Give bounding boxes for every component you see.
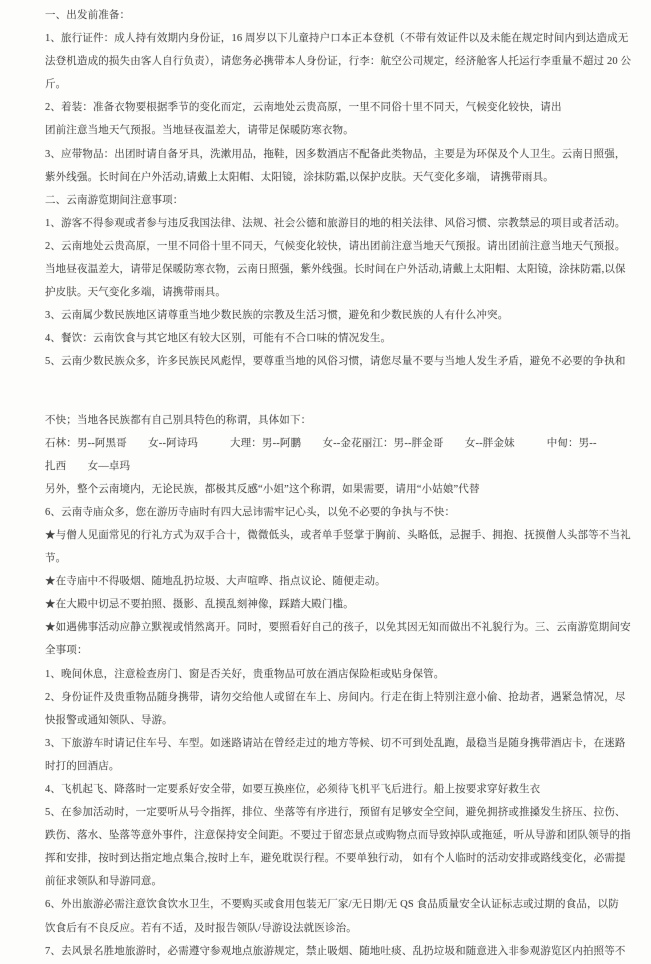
text-line: 二、云南游览期间注意事项： — [45, 194, 184, 206]
left-edge-artifact — [0, 0, 5, 964]
text-line: 护皮肤。天气变化多端，请携带雨具。 — [45, 287, 227, 299]
blank-line — [45, 374, 637, 409]
text-line: 时打的回酒店。 — [45, 760, 120, 772]
text-line: 一、出发前准备： — [45, 10, 131, 21]
text-line: 7、去风景名胜地旅游时，必需遵守参观地点旅游规定，禁止吸烟、随地吐痰、乱扔垃圾和随意进入非参观游览区内拍照等不 — [45, 945, 626, 957]
text-line: ★在寺庙中不得吸烟、随地乱扔垃圾、大声喧哗、指点议论、随便走动。 — [45, 576, 386, 588]
text-line: 5、在参加活动时，一定要听从号令指挥，排位、坐落等有序进行，预留有足够安全空间，避免拥挤或推搡发生挤压、拉伤、 — [45, 807, 626, 819]
text-line: 饮食后有不良反应。若有不适，及时报告领队/导游设法就医诊治。 — [45, 922, 357, 934]
text-line: 5、云南少数民族众多，许多民族民风彪悍，要尊重当地的风俗习惯，请您尽量不要与当地人发生矛盾，避免不必要的争执和 — [45, 356, 626, 368]
text-line: 挥和安排，按时到达指定地点集合,按时上车，避免耽误行程。不要单独行动， 如有个人临时的活动安排或路线变化，必需提 — [45, 853, 626, 865]
text-line: 1、游客不得参观或者参与违反我国法律、法规、社会公德和旅游目的地的相关法律、风俗习惯、宗教禁忌的项目或者活动。 — [45, 217, 626, 229]
text-line: 团前注意当地天气预报。当地昼夜温差大，请带足保暖防寒衣物。 — [45, 125, 354, 137]
text-line: 当地昼夜温差大，请带足保暖防寒衣物，云南日照强，紫外线强。长时间在户外活动,请戴上太阳帽、太阳镜，涂抹防霜,以保 — [45, 264, 626, 276]
text-line: 不快；当地各民族都有自己别具特色的称谓，具体如下： — [45, 414, 312, 426]
text-line: 另外，整个云南境内，无论民族，都极其反感“小姐”这个称谓，如果需要，请用“小姑娘”代替 — [45, 483, 480, 495]
document-text — [45, 4, 637, 960]
text-line: 3、云南属少数民族地区请尊重当地少数民族的宗教及生活习惯，避免和少数民族的人有什么冲突。 — [45, 310, 509, 322]
text-line: ★在大殿中切忌不要拍照、摄影、乱摸乱刻神像，踩踏大殿门槛。 — [45, 599, 354, 611]
text-line: 法登机造成的损失由客人自行负责），请您务必携带本人身份证，行李：航空公司规定，经济舱客人托运行李重量不超过 20 公 — [45, 56, 632, 68]
text-line: 跌伤、落水、坠落等意外事件，注意保持安全间距。不要过于留恋景点或购物点而导致掉队或拖延，听从导游和团队领导的指 — [45, 830, 631, 842]
text-line: 2、身份证件及贵重物品随身携带，请勿交给他人或留在车上、房间内。行走在街上特别注意小偷、抢劫者，遇紧急情况，尽 — [45, 691, 626, 703]
text-line: 前征求领队和导游同意。 — [45, 876, 163, 888]
text-line: 斤。 — [45, 79, 67, 91]
text-line: ★与僧人见面常见的行礼方式为双手合十，微微低头，或者单手竖掌于胸前、头略低，忌握手、拥抱、抚摸僧人头部等不当礼 — [45, 529, 631, 541]
text-line: 3、应带物品：出团时请自备牙具，洗漱用品，拖鞋，因多数酒店不配备此类物品，主要是为环保及个人卫生。云南日照强， — [45, 148, 626, 160]
text-line: 6、外出旅游必需注意饮食饮水卫生，不要购买或食用包装无厂家/无日期/无 QS 食品质量安全认证标志或过期的食品，以防 — [45, 899, 619, 911]
text-line: 扎西 女—卓玛 — [45, 460, 131, 472]
text-line: 3、下旅游车时请记住车号、车型。如迷路请站在曾经走过的地方等候、切不可到处乱跑，最稳当是随身携带酒店卡，在迷路 — [45, 737, 626, 749]
text-line: 节。 — [45, 553, 67, 565]
text-line: 石林：男--阿黑哥 女--阿诗玛 大理：男--阿鹏 女--金花丽江：男--胖金哥 女--胖金妹 中甸：男-- — [45, 437, 597, 449]
text-line: 1、晚间休息，注意检查房门、窗是否关好，贵重物品可放在酒店保险柜或贴身保管。 — [45, 668, 445, 680]
text-line: 全事项： — [45, 645, 88, 657]
text-line: 1、旅行证件：成人持有效期内身份证，16 周岁以下儿童持户口本正本登机（不带有效证件以及未能在规定时间内到达造成无 — [45, 33, 629, 45]
text-line: 快报警或通知领队、导游。 — [45, 714, 173, 726]
text-line: 2、云南地处云贵高原，一里不同俗十里不同天，气候变化较快，请出团前注意当地天气预报。请出团前注意当地天气预报。 — [45, 240, 626, 252]
text-line: 6、云南寺庙众多，您在游历寺庙时有四大忌讳需牢记心头，以免不必要的争执与不快： — [45, 506, 456, 518]
text-line: 4、餐饮：云南饮食与其它地区有较大区别，可能有不合口味的情况发生。 — [45, 333, 392, 345]
text-line: ★如遇佛事活动应静立默视或悄然离开。同时，要照看好自己的孩子，以免其因无知而做出不礼貌行为。三、云南游览期间安 — [45, 622, 631, 634]
text-line: 2、着装：准备衣物要根据季节的变化而定，云南地处云贵高原，一里不同俗十里不同天，气候变化较快，请出 — [45, 102, 562, 114]
text-line: 4、飞机起飞、降落时一定要系好安全带，如要互换座位，必须待飞机平飞后进行。船上按要求穿好救生衣 — [45, 784, 541, 795]
text-line: 紫外线强。长时间在户外活动,请戴上太阳帽、太阳镜，涂抹防霜,以保护皮肤。天气变化多端， 请携带雨具。 — [45, 171, 554, 183]
